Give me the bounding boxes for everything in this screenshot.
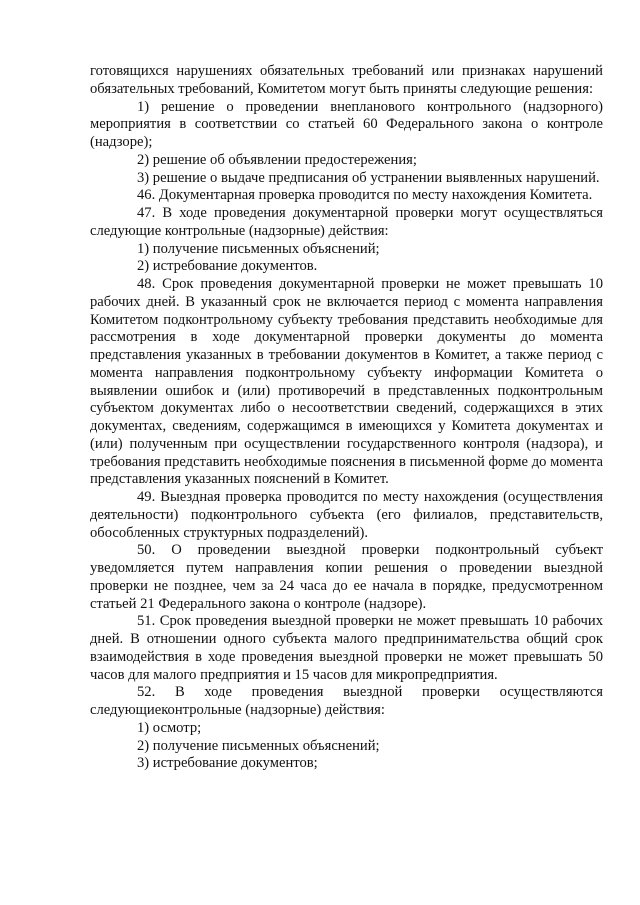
list-item-decision-2: 2) решение об объявлении предостережения; (137, 151, 417, 168)
document-body (90, 63, 603, 773)
clause-46: 46. Документарная проверка проводится по месту нахождения Комитета. (137, 187, 593, 204)
list-item-decision-1: 1) решение о проведении внепланового контрольного (надзорного) мероприятия в соответствии со статьей 60 Федерального закона о контроле (надзоре); (90, 98, 603, 150)
list-item-action-2: 2) истребование документов. (137, 258, 318, 275)
clause-47: 47. В ходе проведения документарной проверки могут осуществляться следующие контрольные (надзорные) действия: (90, 205, 603, 239)
list-item-action-1: 1) получение письменных объяснений; (137, 240, 380, 257)
list-item-decision-3: 3) решение о выдаче предписания об устранении выявленных нарушений. (137, 169, 600, 186)
clause-50: 50. О проведении выездной проверки подконтрольный субъект уведомляется путем направления копии решения о проведении выездной проверки не позднее, чем за 24 часа до ее начала в порядке, предусмотренном статьей 21 Федерального закона о контроле (надзоре). (90, 542, 603, 612)
clause-52: 52. В ходе проведения выездной проверки осуществляются следующиеконтрольные (надзорные) действия: (90, 684, 603, 718)
clause-49: 49. Выездная проверка проводится по месту нахождения (осуществления деятельности) подконтрольного субъекта (его филиалов, представительств, обособленных структурных подразделений). (90, 489, 603, 541)
list-item-onsite-1: 1) осмотр; (137, 719, 202, 736)
paragraph-continuation: готовящихся нарушениях обязательных требований или признаках нарушений обязательных требований, Комитетом могут быть приняты следующие решения: (90, 63, 603, 97)
clause-48: 48. Срок проведения документарной проверки не может превышать 10 рабочих дней. В указанный срок не включается период с момента направления Комитетом подконтрольному субъекту требования представить необходимые для рассмотрения в ходе документарной проверки документы до момента представления указанных в требовании документов в Комитет, а также период с момента направления подконтрольному субъекту информации Комитета о выявлении ошибок и (или) противоречий в представленных подконтрольным субъектом документах либо о несоответствии сведений, содержащихся в этих документах, сведениям, содержащимся в имеющихся у Комитета документах и (или) полученным при осуществлении государственного контроля (надзора), и требования представить необходимые пояснения в письменной форме до момента представления указанных пояснений в Комитет. (90, 276, 603, 488)
list-item-onsite-2: 2) получение письменных объяснений; (137, 737, 380, 754)
list-item-onsite-3: 3) истребование документов; (137, 755, 318, 772)
clause-51: 51. Срок проведения выездной проверки не может превышать 10 рабочих дней. В отношении одного субъекта малого предпринимательства общий срок взаимодействия в ходе проведения выездной проверки не может превышать 50 часов для малого предприятия и 15 часов для микропредприятия. (90, 613, 603, 683)
